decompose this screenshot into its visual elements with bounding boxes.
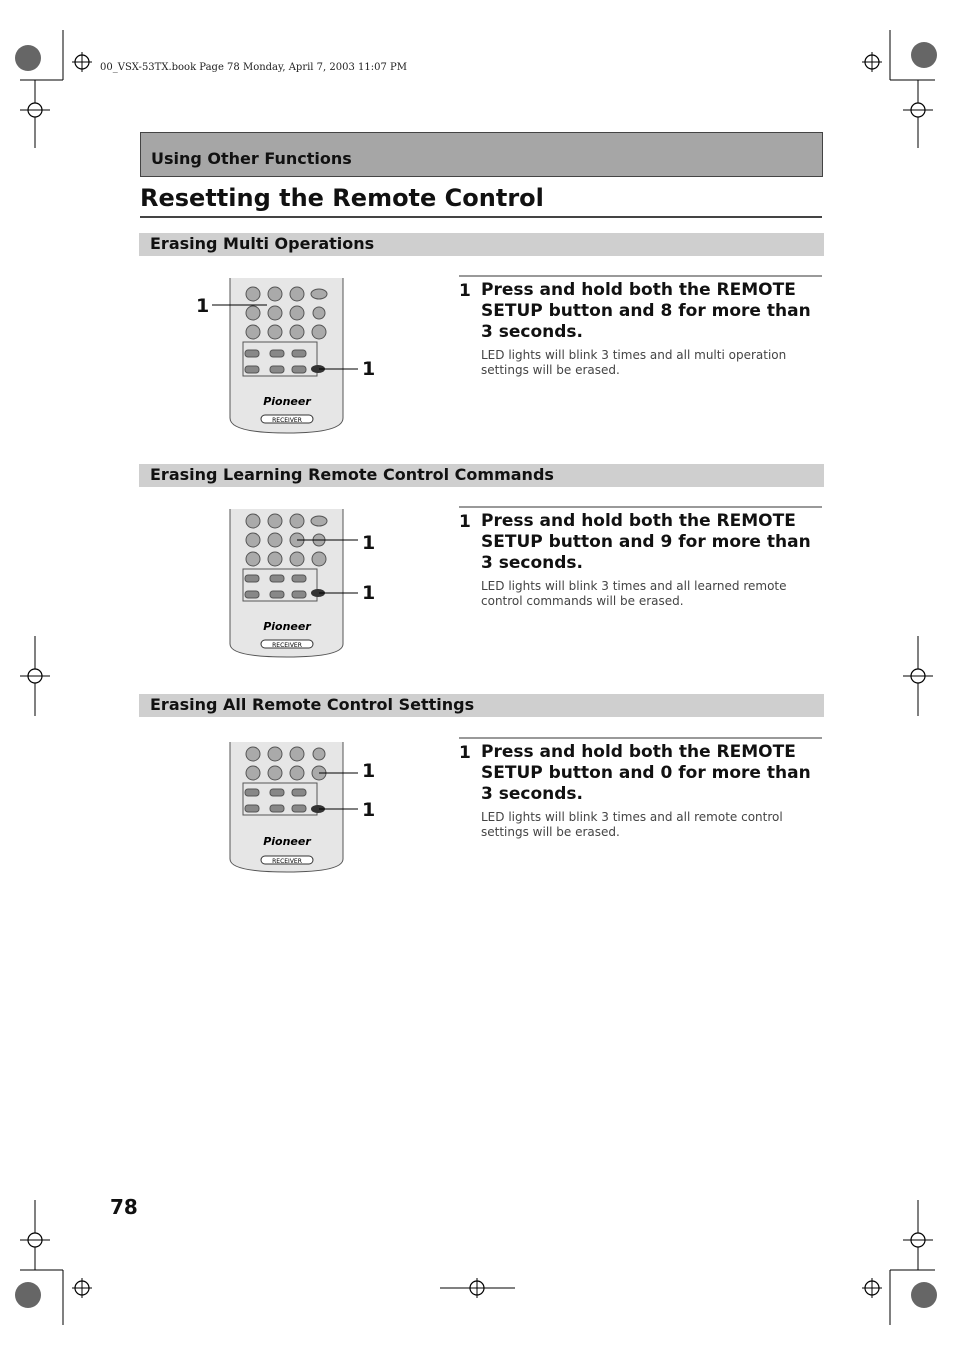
callout-1: 1 bbox=[196, 295, 210, 317]
receiver-label: RECEIVER bbox=[272, 858, 302, 865]
remote-illustration-all bbox=[195, 742, 380, 874]
callout-2: 1 bbox=[362, 582, 376, 604]
remote-brand: Pioneer bbox=[263, 620, 311, 633]
step-note: LED lights will blink 3 times and all learned remote control commands will be erased. bbox=[481, 579, 787, 608]
section-heading-multi: Erasing Multi Operations bbox=[150, 234, 375, 253]
remote-illustration-learning bbox=[195, 509, 380, 659]
section-heading-all: Erasing All Remote Control Settings bbox=[150, 695, 475, 714]
page-number: 78 bbox=[110, 1195, 138, 1219]
header-title: Using Other Functions bbox=[151, 149, 352, 168]
step-number: 1 bbox=[459, 512, 471, 532]
file-info: 00_VSX-53TX.book Page 78 Monday, April 7, 2003 11:07 PM bbox=[100, 62, 407, 73]
step-rule bbox=[459, 506, 822, 508]
callout-2: 1 bbox=[362, 799, 376, 821]
step-note: LED lights will blink 3 times and all remote control settings will be erased. bbox=[481, 810, 783, 839]
step-text: Press and hold both the REMOTE SETUP button and 8 for more than 3 seconds. bbox=[481, 280, 811, 342]
step-number: 1 bbox=[459, 281, 471, 301]
remote-illustration-multi bbox=[195, 278, 380, 435]
step-rule bbox=[459, 737, 822, 739]
step-number: 1 bbox=[459, 743, 471, 763]
receiver-label: RECEIVER bbox=[272, 642, 302, 649]
remote-brand: Pioneer bbox=[263, 395, 311, 408]
step-text: Press and hold both the REMOTE SETUP button and 9 for more than 3 seconds. bbox=[481, 511, 811, 573]
receiver-label: RECEIVER bbox=[272, 417, 302, 424]
callout-1: 1 bbox=[362, 532, 376, 554]
callout-1: 1 bbox=[362, 760, 376, 782]
section-heading-learning: Erasing Learning Remote Control Commands bbox=[150, 465, 554, 484]
step-text: Press and hold both the REMOTE SETUP button and 0 for more than 3 seconds. bbox=[481, 742, 811, 804]
title-rule bbox=[140, 216, 822, 218]
callout-2: 1 bbox=[362, 358, 376, 380]
step-rule bbox=[459, 275, 822, 277]
step-note: LED lights will blink 3 times and all multi operation settings will be erased. bbox=[481, 348, 787, 377]
remote-brand: Pioneer bbox=[263, 835, 311, 848]
page-title: Resetting the Remote Control bbox=[140, 184, 544, 212]
